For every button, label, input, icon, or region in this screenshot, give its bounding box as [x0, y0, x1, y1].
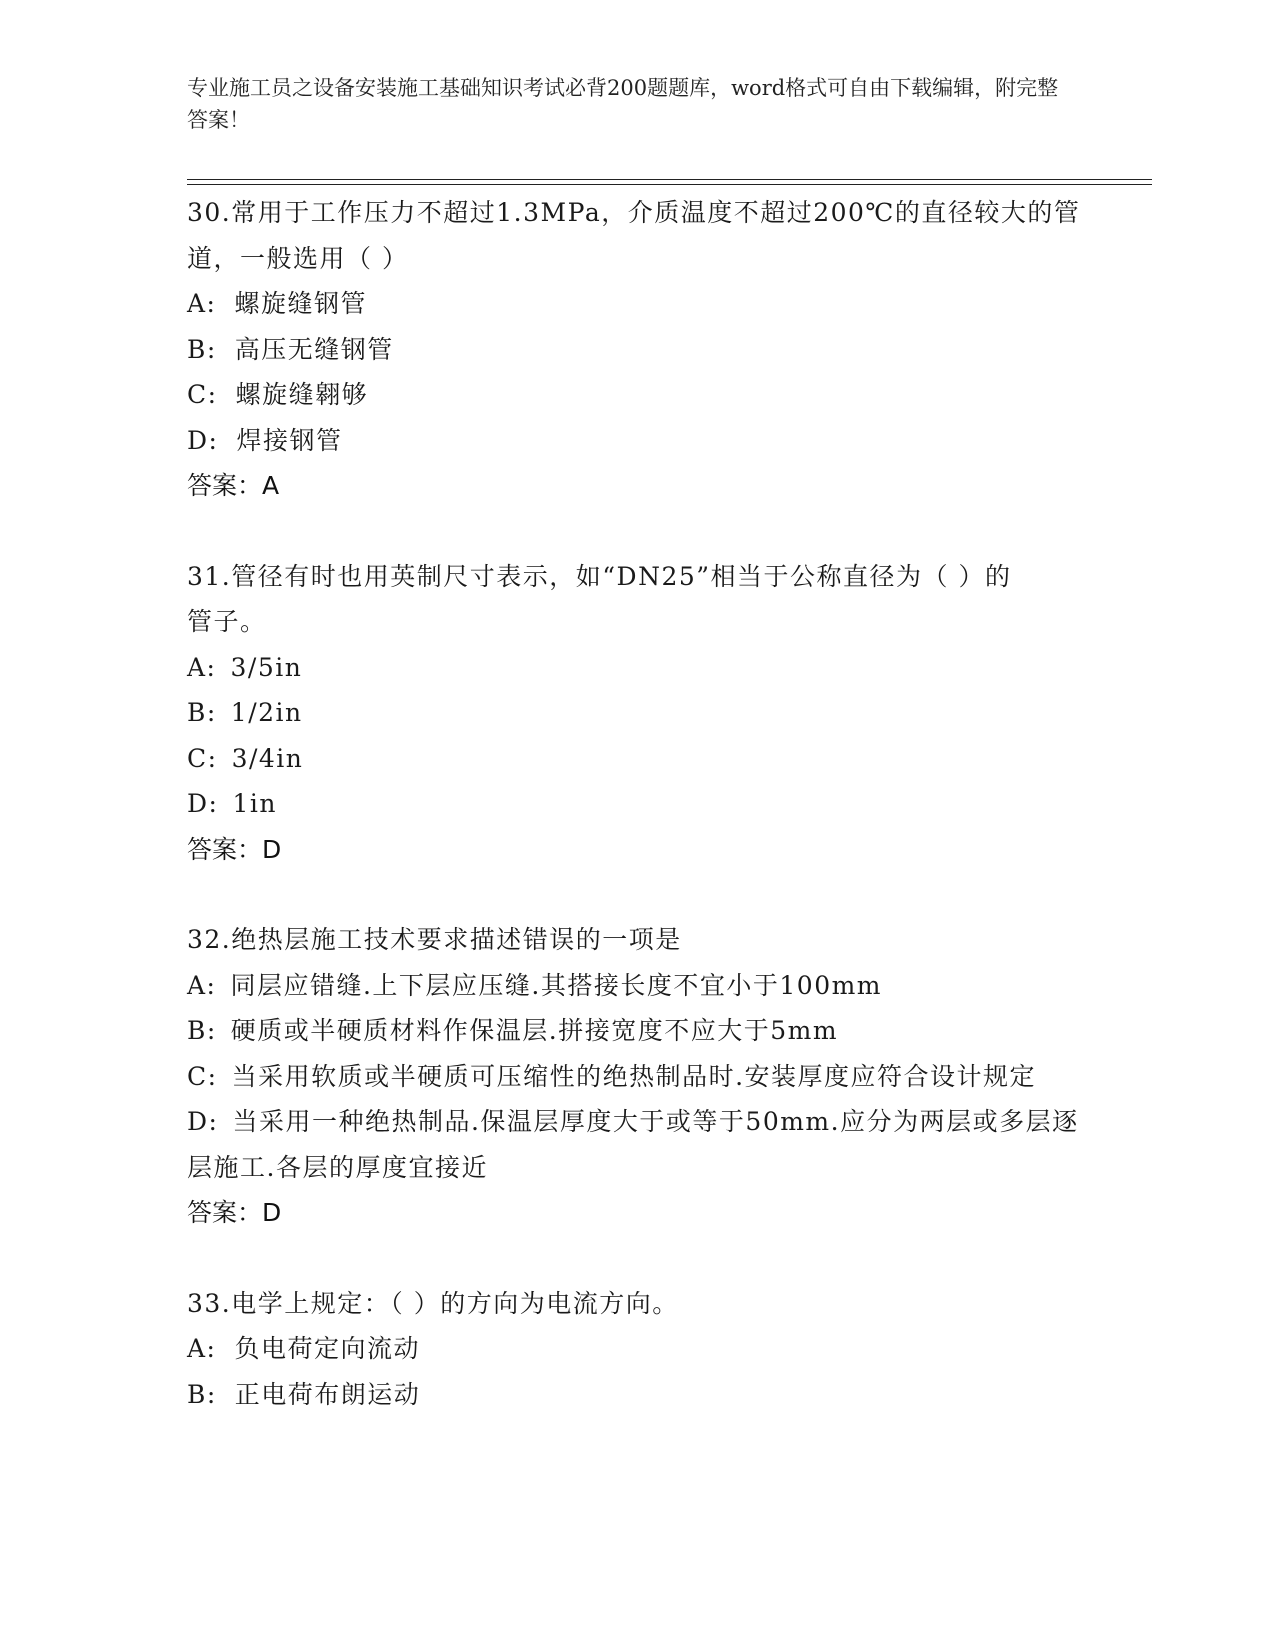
option-text: 当采用软质或半硬质可压缩性的绝热制品时.安装厚度应符合设计规定: [231, 1061, 1037, 1091]
question-stem: 33.电学上规定：（ ）的方向为电流方向。: [187, 1288, 679, 1318]
answer-label: 答案：D: [187, 1198, 282, 1227]
option-text: 同层应错缝.上下层应压缝.其搭接长度不宜小于100mm: [230, 970, 883, 1000]
option-d: [187, 418, 1087, 464]
option-c: [187, 1054, 1087, 1100]
option-text: 当采用一种绝热制品.保温层厚度大于或等于50mm.应分为两层或多层逐层施工.各层的厚度宜接近: [187, 1107, 1079, 1182]
question-stem: 30.常用于工作压力不超过1.3MPa，介质温度不超过200℃的直径较大的管道，一般选用（ ）: [187, 198, 1081, 273]
option-key: A:: [187, 289, 217, 318]
option-text: 3/5in: [230, 652, 303, 682]
header-divider-top: [187, 179, 1152, 180]
option-b: [187, 690, 1087, 736]
option-key: B:: [187, 1379, 217, 1409]
option-b: [187, 1008, 1087, 1054]
question-30: [187, 190, 1087, 509]
option-key: D:: [187, 425, 219, 455]
option-a: [187, 645, 1087, 691]
question-32: [187, 917, 1087, 1236]
option-text: 正电荷布朗运动: [234, 1379, 421, 1409]
document-header: 专业施工员之设备安装施工基础知识考试必背200题题库，word格式可自由下载编辑，附完整答案！: [187, 76, 1059, 132]
option-key: B:: [187, 1016, 217, 1045]
answer-label: 答案：D: [187, 834, 282, 864]
option-key: A:: [187, 652, 217, 682]
option-b: [187, 327, 1087, 373]
option-a: [187, 281, 1087, 327]
option-a: [187, 1326, 1087, 1372]
option-text: 硬质或半硬质材料作保温层.拼接宽度不应大于5mm: [230, 1016, 839, 1045]
option-text: 3/4in: [231, 743, 304, 773]
option-d: [187, 1099, 1087, 1190]
option-c: [187, 372, 1087, 418]
option-text: 1in: [232, 789, 277, 818]
option-text: 螺旋缝钢管: [234, 289, 367, 318]
question-33: [187, 1281, 1087, 1418]
option-key: B:: [187, 698, 217, 727]
option-c: [187, 736, 1087, 782]
question-31: [187, 554, 1087, 873]
option-key: C:: [187, 380, 218, 409]
question-stem: 31.管径有时也用英制尺寸表示，如“DN25”相当于公称直径为（ ）的管子。: [187, 561, 1012, 636]
option-key: A:: [187, 1334, 217, 1363]
option-key: C:: [187, 743, 218, 773]
answer-label: 答案：A: [187, 471, 280, 500]
option-text: 负电荷定向流动: [234, 1334, 420, 1363]
option-text: 1/2in: [230, 698, 303, 727]
option-d: [187, 781, 1087, 827]
question-stem: 32.绝热层施工技术要求描述错误的一项是: [187, 925, 682, 954]
option-text: 高压无缝钢管: [234, 334, 394, 364]
option-key: D:: [187, 1107, 219, 1136]
header-divider-bottom: [187, 184, 1152, 185]
question-list: [187, 190, 1087, 1462]
option-text: 焊接钢管: [236, 425, 343, 455]
option-key: A:: [187, 970, 217, 1000]
option-a: [187, 963, 1087, 1009]
option-key: D:: [187, 789, 219, 818]
option-key: B:: [187, 334, 217, 364]
option-text: 螺旋缝翱够: [235, 380, 369, 409]
option-key: C:: [187, 1061, 218, 1091]
option-b: [187, 1372, 1087, 1418]
